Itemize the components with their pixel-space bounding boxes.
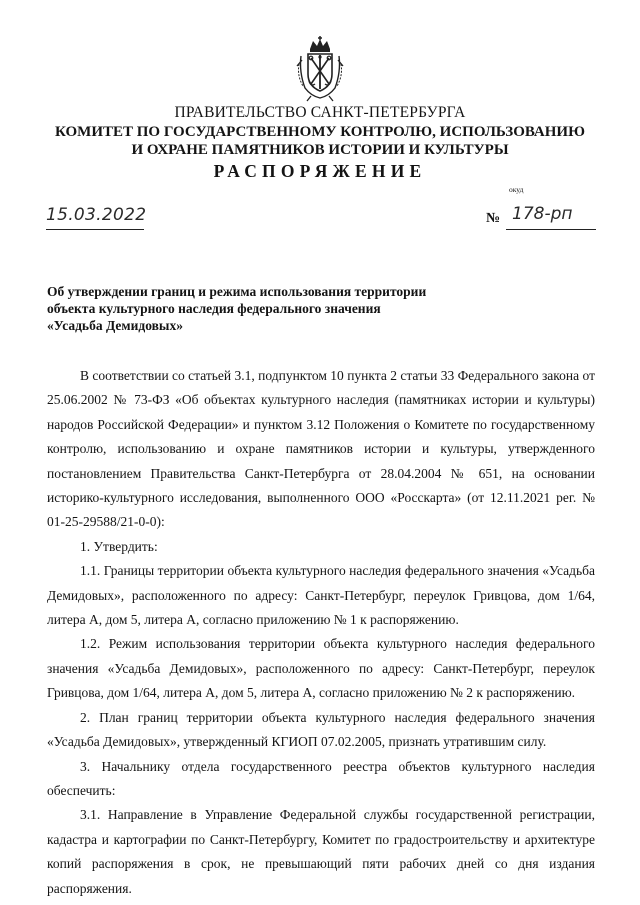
document-body [47,364,595,901]
document-number-field [486,205,596,231]
committee-name-line-1: КОМИТЕТ ПО ГОСУДАРСТВЕННОМУ КОНТРОЛЮ, ИСПОЛЬЗОВАНИЮ [55,124,585,140]
number-sign: № [486,211,501,226]
committee-name-line-2: И ОХРАНЕ ПАМЯТНИКОВ ИСТОРИИ И КУЛЬТУРЫ [131,142,509,158]
clause-3-1: 3.1. Направление в Управление Федеральной службы государственной регистрации, кадастра и картографии по Санкт-Петербургу, Комитет по градостроительству и архитектуре копий распоряжения в срок, не превышающий пяти рабочих дней со дня издания распоряжения. [47,807,595,896]
preamble-paragraph: В соответствии со статьей 3.1, подпунктом 10 пункта 2 статьи 33 Федерального закона от 25.06.2002 № 73-ФЗ «Об объектах культурного наследия (памятниках истории и культуры) народов Российской Федерации» и пунктом 3.12 Положения о Комитете по государственному контролю, использованию и охране памятников истории и культуры, утвержденного постановлением Правительства Санкт-Петербурга от 28.04.2004 № 651, на основании историко-культурного исследования, выполненного ООО «Росскарта» (от 12.11.2021 рег. № 01-25-29588/21-0-0): [47,368,595,530]
okud-label: окуд [509,185,524,194]
document-date-field [46,205,146,231]
number-underline [506,229,596,230]
date-underline [46,229,144,230]
subject-line-1: Об утверждении границ и режима использования территории [47,284,427,299]
clause-3: 3. Начальнику отдела государственного реестра объектов культурного наследия обеспечить: [47,758,595,798]
committee-name [40,123,600,159]
subject-line-2: объекта культурного наследия федерального значения [47,301,381,316]
document-number: 178-рп [512,204,573,224]
clause-2: 2. План границ территории объекта культурного наследия федерального значения «Усадьба Демидовых», утвержденный КГИОП 07.02.2005, признать утратившим силу. [47,709,595,750]
document-date: 15.03.2022 [46,205,147,225]
clause-1: 1. Утвердить: [80,538,158,554]
document-type: РАСПОРЯЖЕНИЕ [213,161,427,181]
document-subject [47,283,447,334]
clause-1-1: 1.1. Границы территории объекта культурного наследия федерального значения «Усадьба Демидовых», расположенного по адресу: Санкт-Петербург, переулок Гривцова, дом 1/64, литера А, дом 5, литера А, согласно приложению № 1 к распоряжению. [47,563,595,628]
st-petersburg-coat-of-arms-icon [293,36,347,102]
government-name: ПРАВИТЕЛЬСТВО САНКТ-ПЕТЕРБУРГА [174,104,466,121]
clause-1-2: 1.2. Режим использования территории объекта культурного наследия федерального значения «Усадьба Демидовых», расположенного по адресу: Санкт-Петербург, переулок Гривцова, дом 1/64, литера А, дом 5, литера А, согласно приложению № 2 к распоряжению. [47,636,595,701]
subject-line-3: «Усадьба Демидовых» [47,318,183,333]
